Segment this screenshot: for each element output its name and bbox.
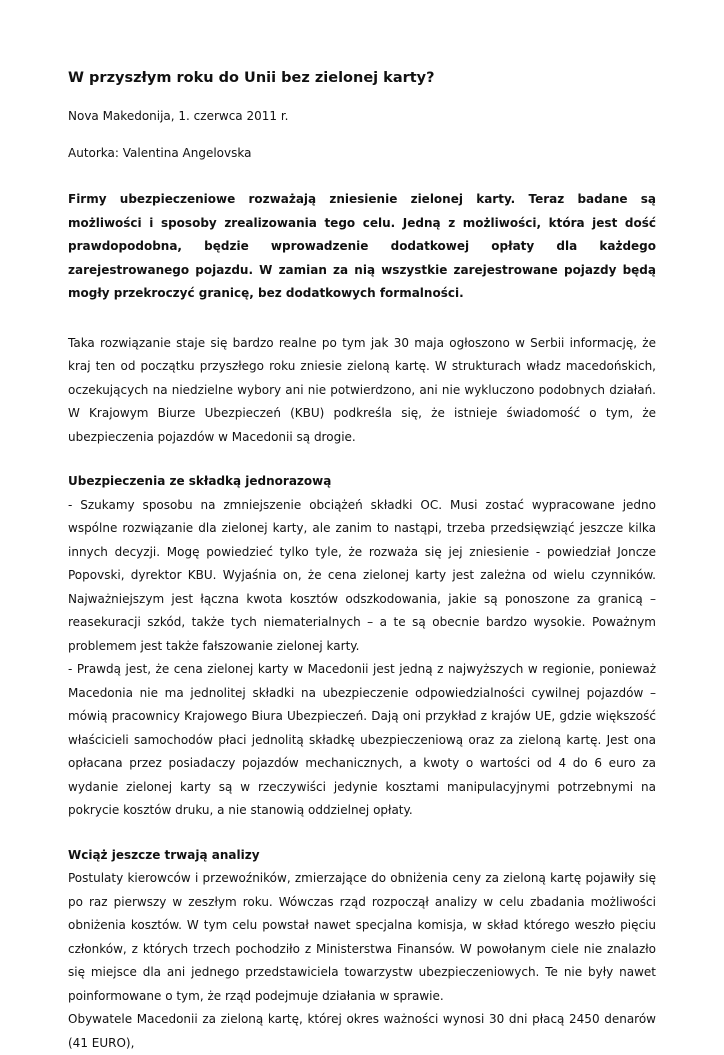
article-body bbox=[68, 68, 656, 1055]
section2-paragraph-1: Postulaty kierowców i przewoźników, zmierzające do obniżenia ceny za zieloną kartę pojawiły się po raz pierwszy w zeszłym roku. Wówczas rząd rozpoczął analizy w celu zbadania możliwości obniżenia kosztów. W tym celu powstał nawet specjalna komisja, w skład którego weszło pięciu członków, z których trzech pochodziło z Ministerstwa Finansów. W powołanym ciele nie znalazło się miejsce dla ani jednego przedstawiciela towarzystw ubezpieczeniowych. Te nie były nawet poinformowane o tym, że rząd podejmuje działania w sprawie. bbox=[68, 871, 656, 1003]
section-heading-2: Wciąż jeszcze trwają analizy bbox=[68, 847, 260, 862]
section1-paragraph-1: - Szukamy sposobu na zmniejszenie obciążeń składki OC. Musi zostać wypracowane jedno wspólne rozwiązanie dla zielonej karty, ale zanim to nastąpi, trzeba przedsięwziąć jeszcze kilka innych decyzji. Mogę powiedzieć tylko tyle, że rozważa się jej zniesienie - powiedział Joncze Popovski, dyrektor KBU. Wyjaśnia on, że cena zielonej karty jest zależna od wielu czynników. Najważniejszym jest łączna kwota kosztów odszkodowania, jakie są ponoszone za granicą – reasekuracji szkód, także tych niematerialnych – a te są obecnie bardzo wysokie. Poważnym problemem jest także fałszowanie zielonej karty. bbox=[68, 497, 656, 653]
section2-paragraph-2: Obywatele Macedonii za zieloną kartę, której okres ważności wynosi 30 dni płacą 2450 denarów (41 EURO), bbox=[68, 1012, 656, 1050]
lead-paragraph: Firmy ubezpieczeniowe rozważają zniesienie zielonej karty. Teraz badane są możliwości i sposoby zrealizowania tego celu. Jedną z możliwości, która jest dość prawdopodobna, będzie wprowadzenie dodatkowej opłaty dla każdego zarejestrowanego pojazdu. W zamian za nią wszystkie zarejestrowane pojazdy będą mogły przekroczyć granicę, bez dodatkowych formalności. bbox=[68, 192, 656, 300]
author-line: Autorka: Valentina Angelovska bbox=[68, 146, 252, 160]
section-heading-1: Ubezpieczenia ze składką jednorazową bbox=[68, 474, 332, 488]
article-title: W przyszłym roku do Unii bez zielonej karty? bbox=[68, 70, 435, 86]
intro-paragraph: Taka rozwiązanie staje się bardzo realne po tym jak 30 maja ogłoszono w Serbii informację, że kraj ten od początku przyszłego roku zniesie zieloną kartę. W strukturach władz macedońskich, oczekujących na niedzielne wybory ani nie potwierdzono, ani nie wykluczono podobnych działań. W Krajowym Biurze Ubezpieczeń (KBU) podkreśla się, że istnieje świadomość o tym, że ubezpieczenia pojazdów w Macedonii są drogie. bbox=[68, 335, 656, 444]
source-date: Nova Makedonija, 1. czerwca 2011 r. bbox=[68, 109, 289, 123]
section1-paragraph-2: - Prawdą jest, że cena zielonej karty w Macedonii jest jedną z najwyższych w regionie, ponieważ Macedonia nie ma jednolitej składki na ubezpieczenie odpowiedzialności cywilnej pojazdów – mówią pracownicy Krajowego Biura Ubezpieczeń. Dają oni przykład z krajów UE, gdzie większość właścicieli samochodów płaci jednolitą składkę ubezpieczeniową oraz za zieloną kartę. Jest ona opłacana przez posiadaczy pojazdów mechanicznych, a kwoty o wartości od 4 do 6 euro za wydanie zielonej karty są w rzeczywiści jedynie kosztami manipulacyjnymi potrzebnymi na pokrycie kosztów druku, a nie stanowią oddzielnej opłaty. bbox=[68, 662, 656, 817]
